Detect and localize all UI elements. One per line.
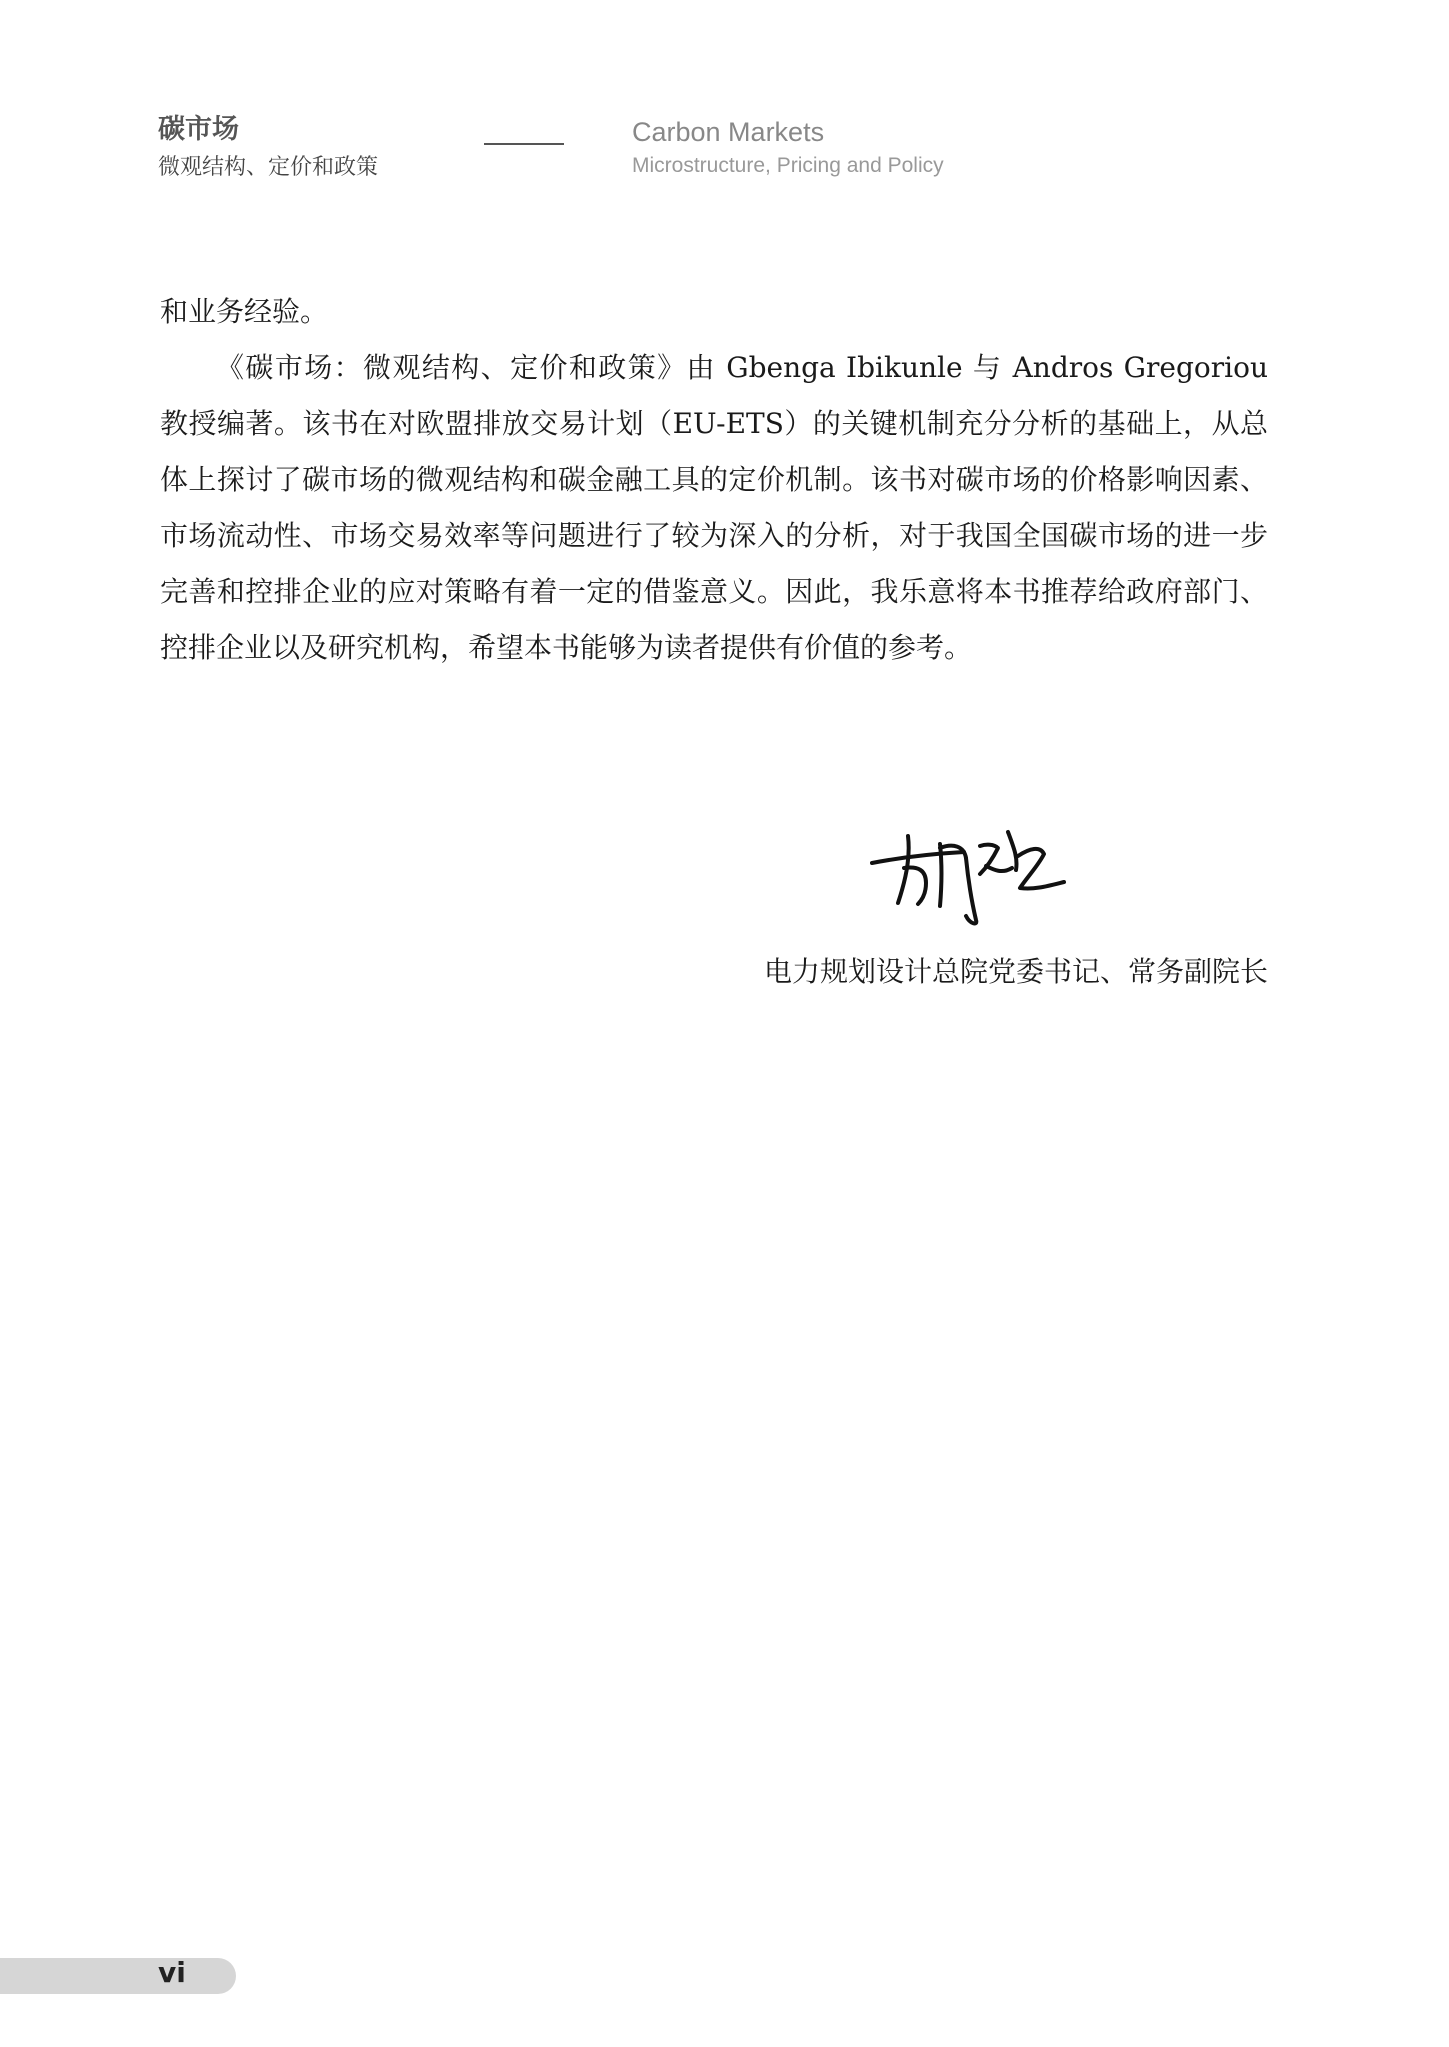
handwritten-signature: [868, 808, 1088, 928]
running-head-en-title: Carbon Markets: [632, 117, 825, 147]
paragraph-continuation: 和业务经验。: [160, 295, 329, 328]
signatory-title: 电力规划设计总院党委书记、常务副院长: [763, 955, 1268, 988]
foreword-body: [160, 284, 1268, 676]
running-head-divider: [484, 143, 564, 145]
running-head: [0, 0, 1449, 200]
running-head-cn-title: 碳市场: [158, 114, 239, 145]
folio-tab: [0, 1958, 236, 1994]
running-head-en-subtitle: Microstructure, Pricing and Policy: [632, 154, 944, 177]
running-head-cn-subtitle: 微观结构、定价和政策: [158, 155, 379, 180]
page-number: vi: [158, 1956, 186, 1989]
paragraph-book-recommendation: 《碳市场：微观结构、定价和政策》由 Gbenga Ibikunle 与 Andros Gregoriou 教授编著。该书在对欧盟排放交易计划（EU-ETS）的关键机制充分分析的基础上，从总体上探讨了碳市场的微观结构和碳金融工具的定价机制。该书对碳市场的价格影响因素、市场流动性、市场交易效率等问题进行了较为深入的分析，对于我国全国碳市场的进一步完善和控排企业的应对策略有着一定的借鉴意义。因此，我乐意将本书推荐给政府部门、控排企业以及研究机构，希望本书能够为读者提供有价值的参考。: [160, 351, 1268, 664]
